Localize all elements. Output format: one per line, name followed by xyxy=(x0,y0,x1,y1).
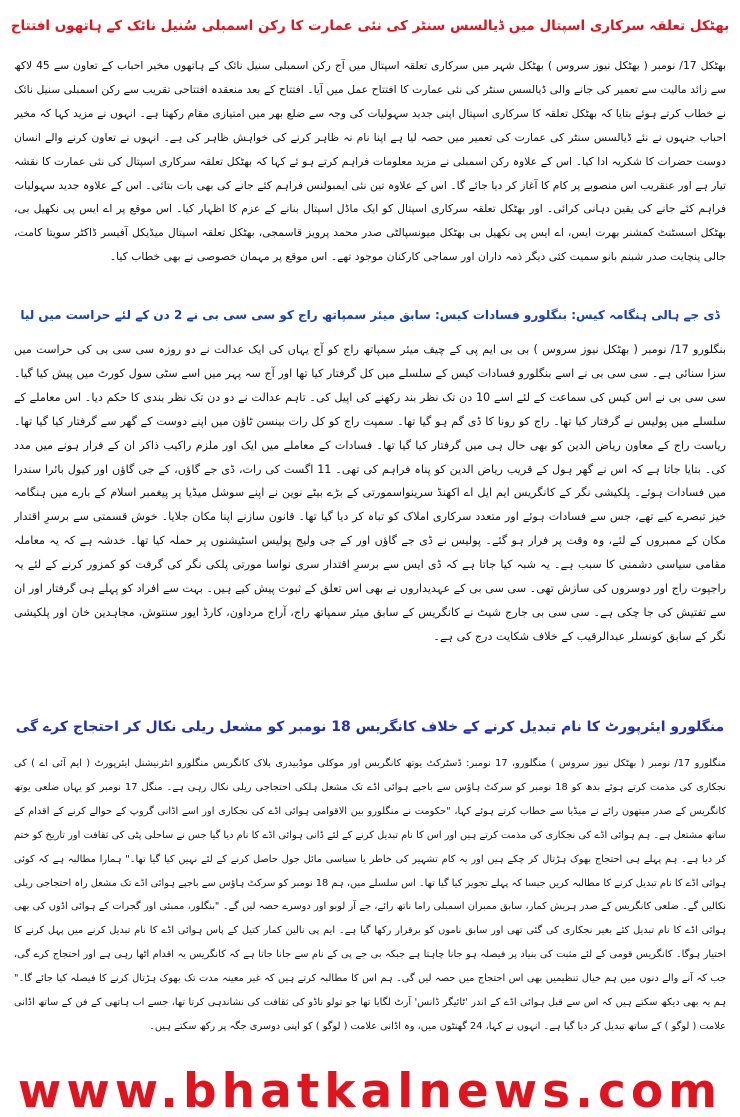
site-url-watermark: www.bhatkalnews.com xyxy=(17,1066,723,1117)
article1-headline: بھٹکل تعلقہ سرکاری اسپتال میں ڈیالسس سنٹر کی نئی عمارت کا رکن اسمبلی سُنیل نائک کے ہاتھوں افتتاح xyxy=(10,18,730,34)
article2-headline: ڈی جے ہالی ہنگامہ کیس: بنگلورو فسادات کیس: سابق میئر سمپاتھ راج کو سی سی بی نے 2 دن کے لئے حراست میں لیا xyxy=(20,308,720,322)
article2-body: بنگلورو 17/ نومبر ( بھٹکل نیوز سروس ) بی بی ایم پی کے چیف میئر سمپاتھ راج کو آج یہاں کی ایک عدالت نے دو روزہ سی سی بی کی حراست میں سزا سنائی ہے۔ سی سی بی نے اسے بنگلورو فسادات کیس کے سلسلے میں کل گرفتار کیا تھا اور آج سہ پہر میں اسے سٹی سول کورٹ میں پیش کیا گیا۔ سی سی بی نے اس کیس کی سماعت کے لئے اسے 10 دن تک نظر بند رکھنے کی اپیل کی۔ تاہم عدالت نے دو دن تک نظر بندی کا حکم دیا۔ اس معاملے کے سلسلے میں پولیس نے گرفتار کیا تھا۔ راج کو رونا کا ڈی گم ہو گیا تھا۔ سمپت راج کو کل رات بینسن ٹاؤن میں اپنے دوست کے گھر سے گرفتار کیا گیا تھا۔ ریاست راج کے معاون ریاض الدین کو بھی حال ہی میں گرفتار کیا گیا تھا۔ فسادات کے معاملے میں ایک اور ملزم راکیب ذاکر ان کے فرار ہونے میں مدد کی۔ بتایا جاتا ہے کہ اس نے گھر ہول کے قریب ریاض الدین کو پناہ فراہم کی تھی۔ 11 اگست کی رات، ڈی جے گاؤں، کے جی گاؤں اور کیول بائرا سندرا میں فسادات ہوئے۔ پلکیشی نگر کے کانگریس ایم ایل اے اکھنڈ سرینواسمورتی کے بڑے بیٹے نوین نے اپنے سوشل میڈیا پر پیغمبر اسلام کے بارے میں ہنگامہ خیز تبصرے کیے تھے، جس سے فسادات ہوئے اور متعدد سرکاری املاک کو تباہ کر دیا گیا تھا۔ قانون سازنے اپنا مکان جلایا۔ خوش قسمتی سے برسرِ اقتدار مکان کے ممبروں کے لئے، وہ وقت پر فرار ہو گئے۔ پولیس نے ڈی جے گاؤں اور کے جی ولیج پولیس اسٹیشنوں پر حملہ کیا تھا۔ خدشہ ہے کہ یہ معاملہ مقامی سیاسی دشمنی کا سبب ہے۔ یہ شبہ کیا جاتا ہے کہ ڈی ایس سے برسرِ اقتدار سری نواسا مورتی پلکی نگر کی گرفت کو کمزور کرنے کے لئے یہ راجپوت راج اور دوسروں کی سازش تھی۔ سی سی بی کے عہدیداروں نے بھی اس تعلق کے ثبوت پیش کیے ہیں۔ بہت سے افراد کو پہلے ہی گرفتار اور ان سے تفتیش کی جا چکی ہے۔ سی سی بی جارج شیٹ نے کانگریس کے سابق میئر سمپاتھ راج، آراج مرداون، کارڈ ایور سنتوش، مجاہدین خان اور پلکیشی نگر کے سابق کونسلر عبدالرقیب کے خلاف شکایت درج کی ہے۔ xyxy=(14,343,726,643)
article3-headline: منگلورو ایئرپورٹ کا نام تبدیل کرنے کے خلاف کانگریس 18 نومبر کو مشعل ریلی نکال کر احتجاج کرے گی xyxy=(15,719,725,735)
article3-body: منگلورو 17/ نومبر ( بھٹکل نیوز سروس ) منگلورو، 17 نومبر: ڈسٹرکٹ یوتھ کانگریس اور موکلی موڈبیدری بلاک کانگریس منگلورو انٹرنیشنل ایئرپورٹ ( ایم آئی اے ) کی نجکاری کی مذمت کرتے ہوئے بدھ کو 18 نومبر کو سرکٹ ہاؤس سے باجپے ہوائی اڈے تک مشعل ہلکی احتجاجی ریلی نکال رہی ہے۔ منگل 17 نومبر کو یہاں ضلعی یوتھ کانگریس کے صدر میتھون رائے نے میڈیا سے خطاب کرتے ہوئے کہا، "حکومت نے منگلورو بین الاقوامی ہوائی اڈے کی نجکاری اور اسے اڈانی گروپ کے حوالے کرنے کے اقدام کے ساتھ مشتعل ہے۔ ہم ہوائی اڈے کی نجکاری کی مذمت کرتے ہیں اور اس کا نام تبدیل کرنے کے لئے ڈانی ہوائی اڈے کا نام دیا گیا جس نے ساحلی پٹی کی ثقافت اور تاریخ کو ختم کر دیا ہے۔ ہم پہلے ہی احتجاج بھوک ہڑتال کر چکے ہیں اور یہ کام تشہیر کی خاطر یا سیاسی مائل جول حاصل کرنے کے لئے نہیں کیا گیا تھا۔" ہمارا مطالبہ ہے کہ کوئی ہوائی اڈے کا نام تبدیل کرنے کا مطالبہ کریں جیسا کہ پہلے تجویز کیا گیا تھا۔ اس سلسلے میں، ہم 18 نومبر کو سرکٹ ہاؤس سے باجپے ہوائی اڈے تک مشعل راہ احتجاجی ریلی نکالیں گے۔ ضلعی کانگریس کے صدر ہریش کمار، سابق ممبران اسمبلی راما ناتھ رائے، جے آر لوبو اور دوسرے حصہ لیں گے۔ "بنگلور، ممبئی اور گجرات کے ہوائی اڈوں کی بھی ہوائی اڈے کا نام تبدیل کئے بغیر نجکاری کی گئی تھی اور سابق ناموں کو برقرار رکھا گیا ہے۔ ایم پی نالین کمار کتیل کے پاس ہوائی اڈے کا نام تبدیل کرنے میں پہل کرنے کا اختیار ہوگا۔ کانگریس قومی کے لئے مثبت کی بنیاد پر فیصلہ ہو جانا چاہتا ہے جبکہ بی جے پی کے نام سے جانا جاتا ہے کہ کانگریس یہ اقدام اٹھا رہی ہے اور احتجاج کرے گی، جب کہ آنے والے دنوں میں ہم خیال تنظیمیں بھی اس احتجاج میں حصہ لیں گی۔ ہم اس کا مطالبہ کرتے ہیں کہ غیر معینہ مدت تک بھوک ہڑتال کرنے کا فیصلہ کیا جائے گا۔" ہم یہ بھی دیکھ سکتے ہیں کہ اس سے قبل ہوائی اڈے کے اندر 'ٹائیگر ڈانس' آرٹ لگایا تھا جو تولو ناڈو کی ثقافت کی نشاندہی کرتا تھا، جسے اب ہاتھی کے فن کے ساتھ اڈانی علامت ( لوگو ) کے ساتھ تبدیل کر دیا گیا ہے۔ انہوں نے کہا، 24 گھنٹوں میں، وہ اڈانی علامت ( لوگو ) کو اپنی دوسری جگہ پر رکھ سکتے ہیں۔ xyxy=(14,758,726,1032)
article1-body: بھٹکل 17/ نومبر ( بھٹکل نیوز سروس ) بھٹکل شہر میں سرکاری تعلقہ اسپتال میں آج رکن اسمبلی سنیل نائک کے ہاتھوں مخیر احباب کے تعاون سے 45 لاکھ سے زائد مالیت سے تعمیر کی جانے والی ڈیالسس سنٹر کی نئی عمارت کا افتتاح عمل میں آیا۔ افتتاح کے بعد منعقدہ افتتاحی تقریب سے رکن اسمبلی سنیل نائک نے خطاب کرتے ہوئے بتایا کہ بھٹکل تعلقہ کا سرکاری اسپتال اپنی جدید سہولیات کی وجہ سے ضلع بھر میں امتیازی مقام رکھتا ہے۔ انہوں نے مزید کہا کہ مخیر احباب جنہوں نے نئے ڈیالسس سنٹر کی عمارت کی تعمیر میں حصہ لیا ہے اپنا نام نہ ظاہر کرنے کی خواہش ظاہر کی ہے۔ انہوں نے تعاون کرنے والے انسان دوست حضرات کا شکریہ ادا کیا۔ اس کے علاوہ رکن اسمبلی نے مزید معلومات فراہم کرتے ہو ئے کہا کہ بھٹکل تعلقہ سرکاری اسپتال کی نئی عمارت کا نقشہ تیار ہے اور عنقریب اس منصوبے پر کام کا آغاز کر دیا جائے گا۔ اس کے علاوہ تین نئی ایمبولنس فراہم کئے جانے کی بھی بات بتائی۔ اس کے علاوہ جدید سہولیات فراہم کئے جانے کی یقین دہانی کرائی۔ اور بھٹکل تعلقہ سرکاری اسپتال کو ایک ماڈل اسپتال بنانے کے عزم کا اظہار کیا۔ اس موقع پر اے ایس پی نکھیل بی، بھٹکل اسسٹنٹ کمشنر بھرت ایس، اے ایس پی نکھیل بی بھٹکل میونسپالٹی صدر محمد پرویز قاسمجی، بھٹکل تعلقہ اسپتال میڈیکل آفیسر ڈاکٹر سویتا کامت، جالی پنچایت صدر شبنم بانو سمیت کئی دیگر ذمہ داران اور سماجی کارکنان موجود تھے۔ اس موقع پر مہمان خصوصی نے بھی خطاب کیا۔ xyxy=(14,59,726,264)
